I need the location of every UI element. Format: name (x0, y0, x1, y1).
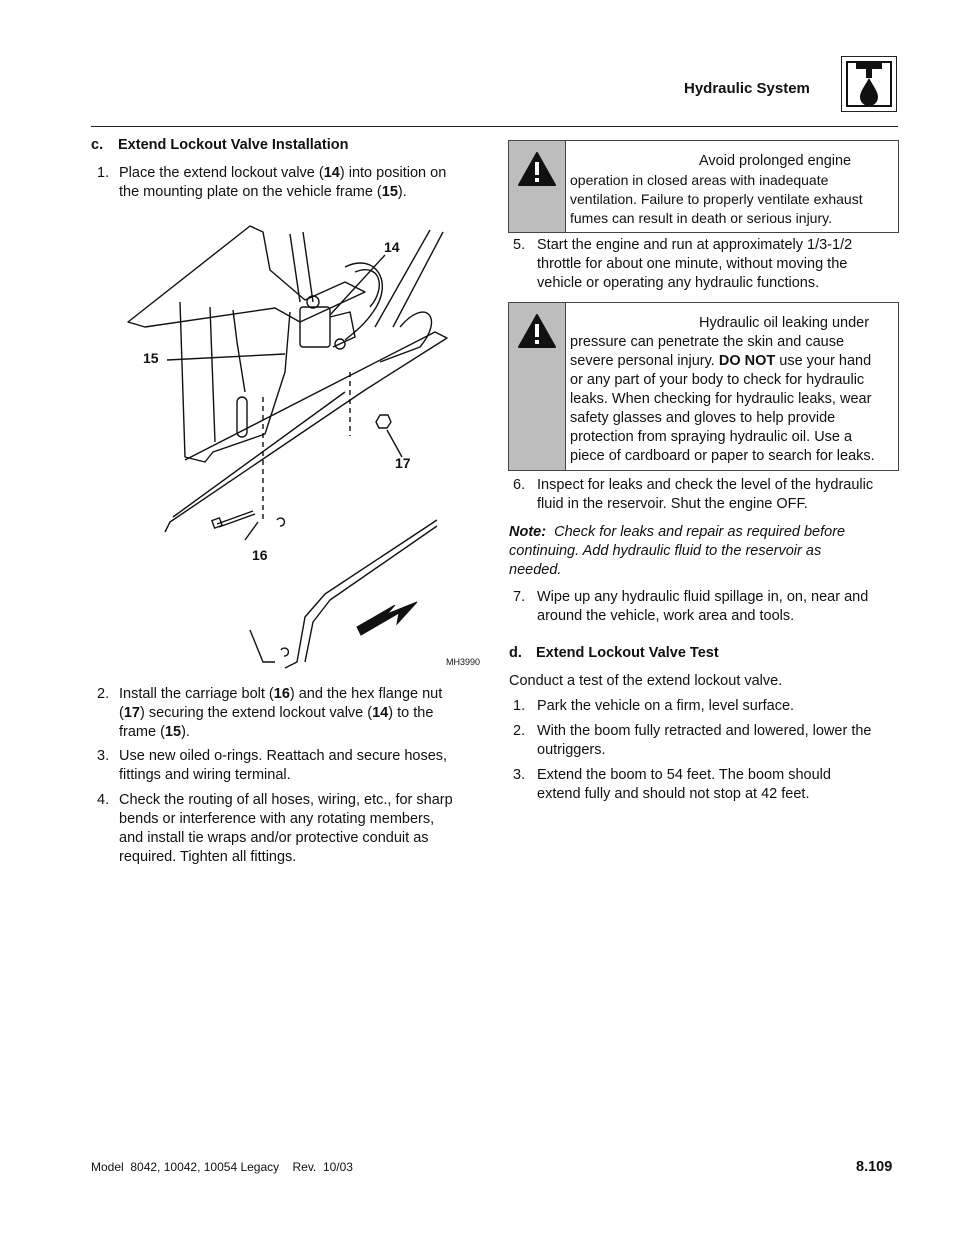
figure-drawing (125, 222, 485, 672)
step-3-number: 3. (97, 748, 110, 764)
direction-arrow-icon (357, 602, 417, 635)
step-4-number: 4. (97, 792, 110, 808)
step-2-text: Install the carriage bolt (16) and the hex flange nut (17) securing the extend lockout valve (14) to the frame (15). (119, 686, 443, 740)
figure-label-17: 17 (395, 455, 411, 471)
step-1-number: 1. (97, 165, 110, 181)
section-c-letter: c. (91, 137, 104, 153)
test-2-number: 2. (513, 723, 526, 739)
step-3-text: Use new oiled o-rings. Reattach and secure hoses, fittings and wiring terminal. (119, 748, 448, 783)
test-2-text: With the boom fully retracted and lowered, lower the outriggers. (537, 723, 872, 758)
section-c-heading (91, 136, 348, 155)
step-5-number: 5. (513, 237, 526, 253)
test-1-text: Park the vehicle on a firm, level surface. (537, 698, 795, 714)
step-1-text: Place the extend lockout valve (14) into position on the mounting plate on the vehicle frame (15). (119, 165, 447, 200)
figure-id: MH3990 (446, 657, 481, 667)
step-6-number: 6. (513, 477, 526, 493)
test-3-number: 3. (513, 767, 526, 783)
warning-exhaust-text: Avoid prolonged engine operation in closed areas with inadequate ventilation. Failure to properly ventilate exhaust fumes can result in death or serious injury. (570, 153, 863, 226)
warning-oil-pressure-text: Hydraulic oil leaking under pressure can penetrate the skin and cause severe personal injury. DO NOT use your hand or any part of your body to check for hydraulic leaks. When checking for hydraulic leaks, wear safety glasses and gloves to help provide protection from spraying hydraulic oil. Use a piece of cardboard or paper to search for leaks. (570, 315, 875, 464)
warning-box-exhaust (508, 140, 899, 233)
section-d-letter: d. (509, 645, 522, 661)
header-divider (91, 126, 898, 127)
test-intro: Conduct a test of the extend lockout valve. (509, 673, 783, 689)
warning-triangle-icon (517, 313, 557, 354)
step-2-number: 2. (97, 686, 110, 702)
note-label: Note: (509, 524, 547, 540)
page-number: 8.109 (856, 1159, 893, 1175)
valve-installation-figure (125, 222, 485, 672)
step-4-text: Check the routing of all hoses, wiring, etc., for sharp bends or interference with any rotating members, and install tie wraps and/or protective conduit as required. Tighten all fittings. (119, 792, 453, 865)
step-6-text: Inspect for leaks and check the level of the hydraulic fluid in the reservoir. Shut the engine OFF. (537, 477, 874, 512)
figure-label-14: 14 (384, 239, 400, 255)
section-header-title: Hydraulic System (684, 80, 810, 97)
warning-triangle-icon (517, 151, 557, 192)
test-3-text: Extend the boom to 54 feet. The boom should extend fully and should not stop at 42 feet. (537, 767, 831, 802)
figure-label-15: 15 (143, 350, 159, 366)
step-7-text: Wipe up any hydraulic fluid spillage in, on, near and around the vehicle, work area and tools. (537, 589, 869, 624)
section-d-title: Extend Lockout Valve Test (536, 645, 719, 661)
section-d-heading (509, 644, 719, 663)
test-1-number: 1. (513, 698, 526, 714)
step-5-text: Start the engine and run at approximately 1/3-1/2 throttle for about one minute, without moving the vehicle or operating any hydraulic functions. (537, 237, 853, 291)
step-7-number: 7. (513, 589, 526, 605)
warning-box-oil-pressure (508, 302, 899, 471)
section-c-title: Extend Lockout Valve Installation (118, 137, 349, 153)
figure-label-16: 16 (252, 547, 268, 563)
note-text: Note: Check for leaks and repair as required before continuing. Add hydraulic fluid to the reservoir as needed. (509, 524, 846, 578)
footer-model-revision: Model 8042, 10042, 10054 Legacy Rev. 10/03 (91, 1160, 353, 1174)
hydraulic-oil-drop-icon (841, 56, 897, 112)
